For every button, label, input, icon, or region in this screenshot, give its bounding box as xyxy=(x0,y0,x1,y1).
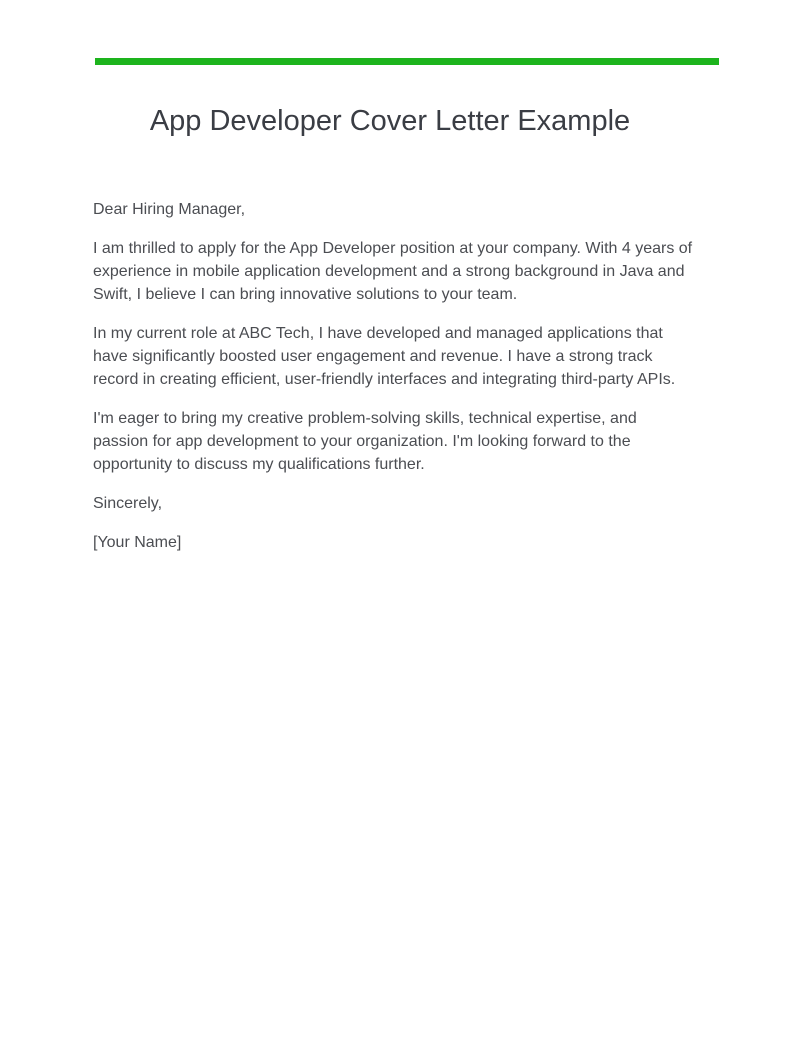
letter-body xyxy=(93,198,693,570)
signature: [Your Name] xyxy=(93,534,182,551)
paragraph-closing: I'm eager to bring my creative problem-solving skills, technical expertise, and passion for app development to your organization. I'm looking forward to the opportunity to discuss my qualifications further. xyxy=(93,410,637,473)
page-title: App Developer Cover Letter Example xyxy=(149,105,631,137)
salutation: Dear Hiring Manager, xyxy=(93,201,246,218)
paragraph-experience: In my current role at ABC Tech, I have developed and managed applications that have significantly boosted user engagement and revenue. I have a strong track record in creating efficient, user-friendly interfaces and integrating third-party APIs. xyxy=(93,325,676,388)
top-accent-bar xyxy=(95,58,719,65)
closing: Sincerely, xyxy=(93,495,163,512)
paragraph-intro: I am thrilled to apply for the App Developer position at your company. With 4 years of experience in mobile application development and a strong background in Java and Swift, I believe I can bring innovative solutions to your team. xyxy=(93,240,693,303)
